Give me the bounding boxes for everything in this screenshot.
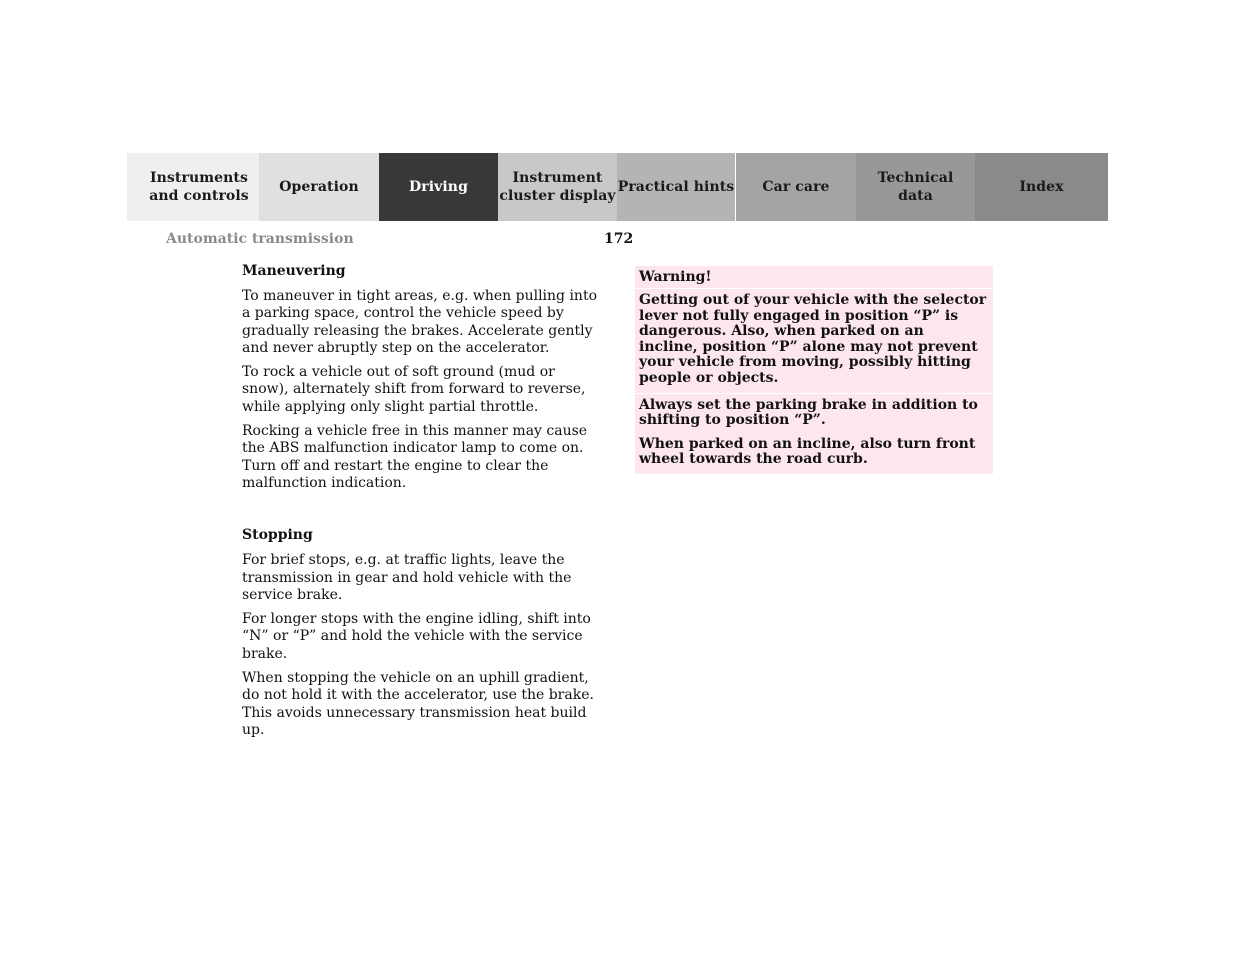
maneuvering-heading: Maneuvering [242, 263, 346, 279]
tab-practical-hints[interactable]: Practical hints [617, 153, 736, 221]
warning-paragraph: When parked on an incline, also turn front wheel towards the road curb. [639, 435, 976, 468]
tab-index[interactable]: Index [975, 153, 1108, 221]
tab-car-care[interactable]: Car care [736, 153, 856, 221]
maneuvering-paragraph: Rocking a vehicle free in this manner may cause the ABS malfunction indicator lamp to come on. Turn off and restart the engine to clear the malfunction indication. [242, 423, 588, 491]
tab-instruments-and-controls[interactable]: Instruments and controls [127, 153, 259, 221]
maneuvering-paragraph: To rock a vehicle out of soft ground (mud or snow), alternately shift from forward to reverse, while applying only slight partial throttle. [242, 364, 586, 415]
stopping-paragraph: For brief stops, e.g. at traffic lights, leave the transmission in gear and hold vehicle with the service brake. [242, 552, 572, 603]
warning-paragraph: Getting out of your vehicle with the selector lever not fully engaged in position “P” is dangerous. Also, when parked on an incline, position “P” alone may not prevent your vehicle from moving, possibly hitting people or objects. [635, 288, 993, 393]
section-tabs [127, 153, 1108, 221]
maneuvering-paragraph: To maneuver in tight areas, e.g. when pulling into a parking space, control the vehicle speed by gradually releasing the brakes. Accelerate gently and never abruptly step on the accelerator. [242, 288, 598, 356]
warning-box [635, 266, 993, 474]
warning-paragraph: Always set the parking brake in addition to shifting to position “P”. [635, 393, 993, 435]
running-head: Automatic transmission [166, 231, 354, 247]
stopping-heading: Stopping [242, 527, 313, 544]
tab-driving[interactable]: Driving [379, 153, 498, 221]
stopping-paragraph: For longer stops with the engine idling, shift into “N” or “P” and hold the vehicle with the service brake. [242, 611, 591, 662]
main-text-column [242, 262, 604, 746]
tab-operation[interactable]: Operation [259, 153, 379, 221]
tab-instrument-cluster-display[interactable]: Instrument cluster display [498, 153, 617, 221]
warning-title: Warning! [639, 269, 712, 285]
section-spacer [242, 499, 604, 526]
page-number: 172 [604, 231, 634, 247]
tab-technical-data[interactable]: Technical data [856, 153, 975, 221]
stopping-paragraph: When stopping the vehicle on an uphill gradient, do not hold it with the accelerator, use the brake. This avoids unnecessary transmission heat build up. [242, 670, 594, 738]
